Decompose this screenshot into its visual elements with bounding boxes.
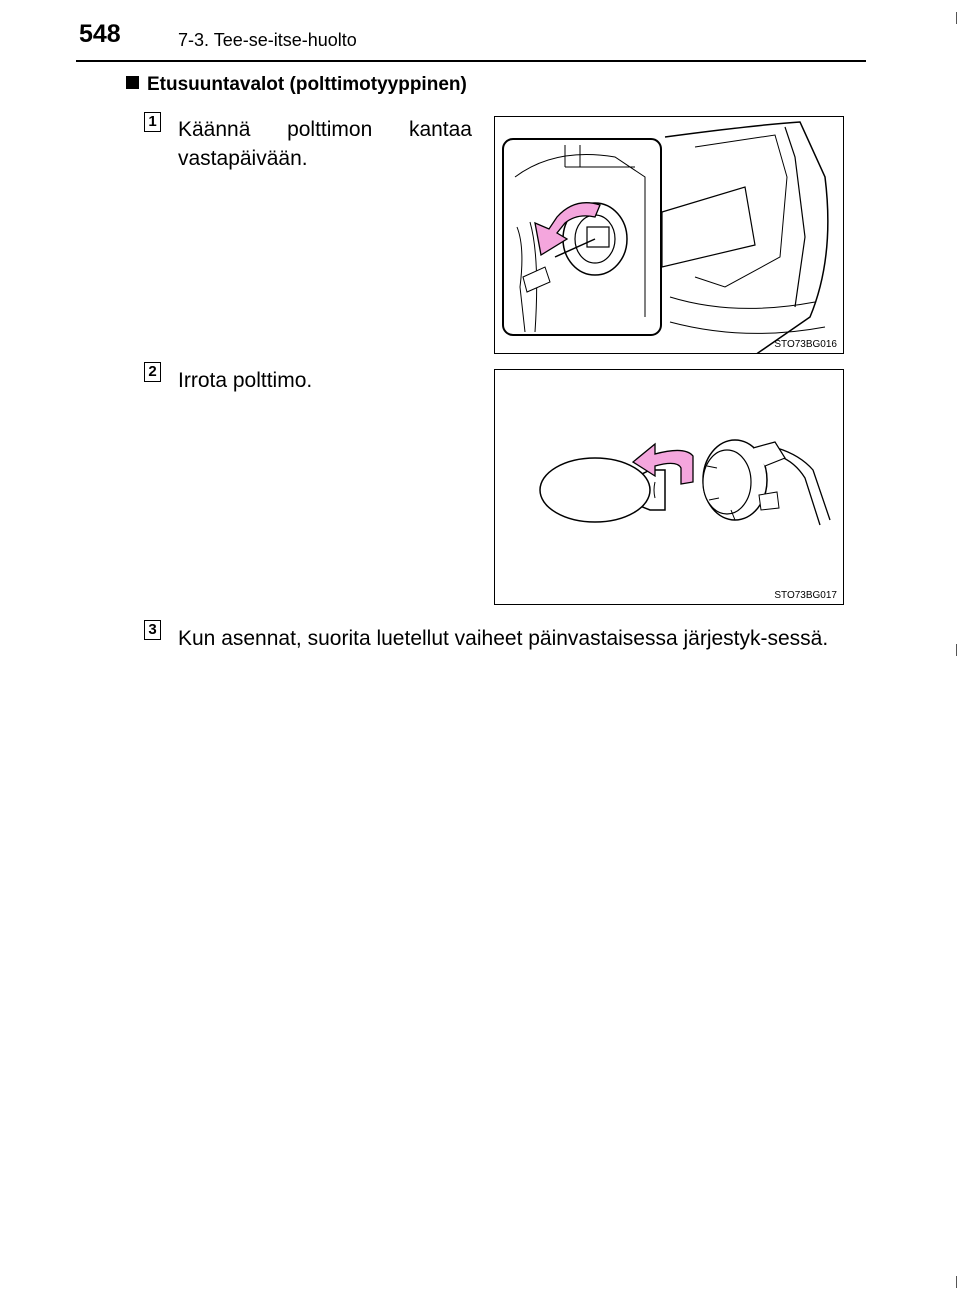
step-badge-3: 3: [144, 620, 161, 640]
square-bullet-icon: [126, 76, 139, 89]
crop-mark: [956, 1276, 957, 1288]
figure-socket-rotation: [494, 116, 844, 354]
socket-rotation-illustration: [495, 117, 844, 354]
figure-code-1: STO73BG016: [774, 339, 837, 350]
sub-heading: [126, 74, 467, 96]
crop-mark: [956, 644, 957, 656]
crop-mark: [956, 12, 957, 24]
figure-code-2: STO73BG017: [774, 590, 837, 601]
step-badge-2: 2: [144, 362, 161, 382]
figure-bulb-removal: [494, 369, 844, 605]
bulb-removal-illustration: [495, 370, 844, 605]
step-1-text: Käännä polttimon kantaa vastapäivään.: [178, 118, 472, 170]
header-rule: [76, 60, 866, 62]
step-2-text: Irrota polttimo.: [178, 369, 313, 392]
sub-heading-text: Etusuuntavalot (polttimotyyppinen): [147, 74, 467, 95]
step-badge-1: 1: [144, 112, 161, 132]
page-number: 548: [79, 20, 121, 48]
step-3-text: Kun asennat, suorita luetellut vaiheet päinvastaisessa järjestyk-sessä.: [178, 627, 829, 650]
section-title: 7-3. Tee-se-itse-huolto: [178, 30, 357, 50]
